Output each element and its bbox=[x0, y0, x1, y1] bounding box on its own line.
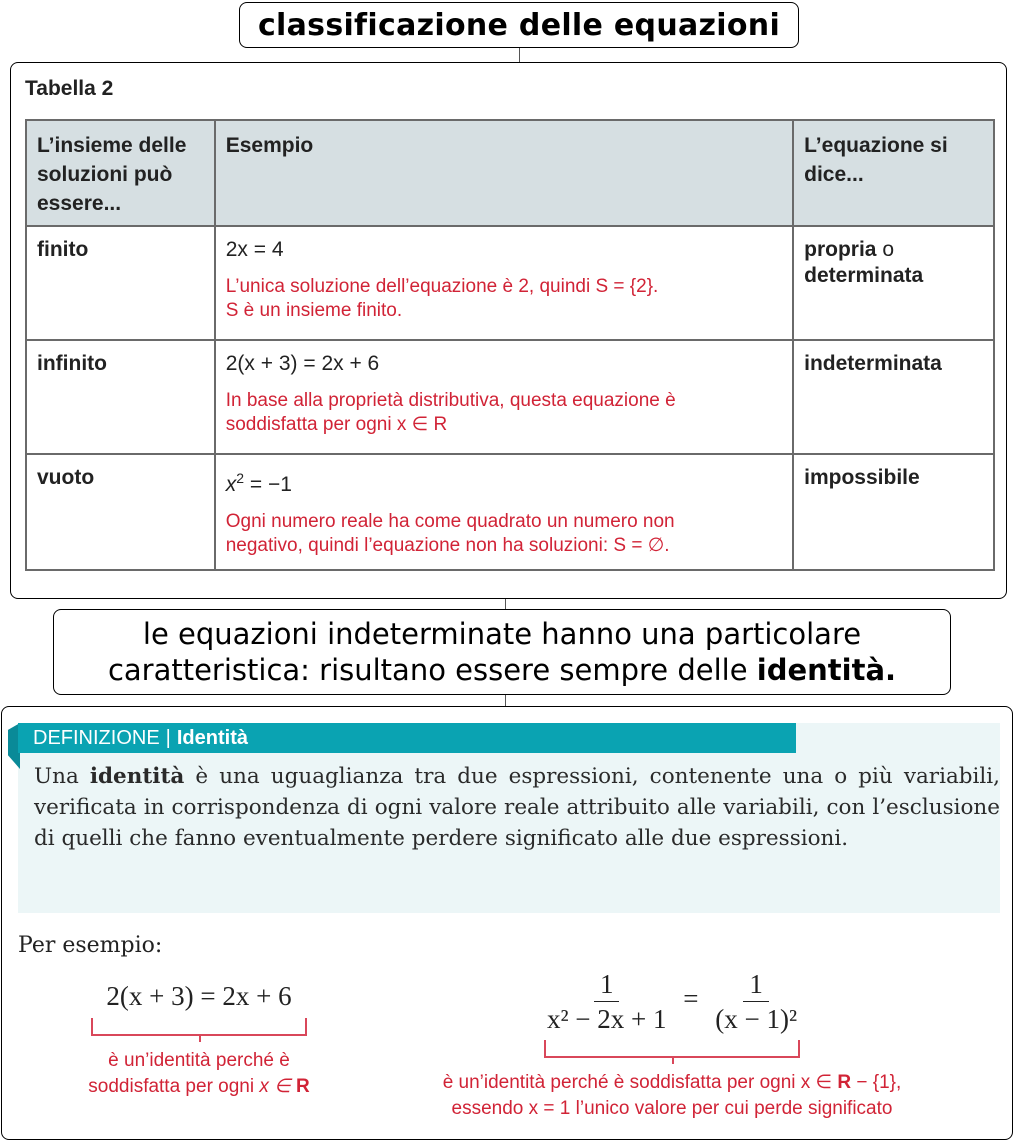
connector-table-middle bbox=[505, 599, 506, 609]
table-row bbox=[26, 226, 994, 340]
table-caption: Tabella 2 bbox=[25, 77, 114, 100]
fraction-denominator: (x − 1)² bbox=[715, 1004, 798, 1034]
name-secondary: determinata bbox=[804, 264, 924, 287]
row-example bbox=[215, 454, 793, 570]
example-equation: 2x = 4 bbox=[225, 238, 284, 261]
eq-exponent: 2 bbox=[236, 470, 245, 486]
connector-middle-definition bbox=[505, 695, 506, 706]
example-equation bbox=[226, 465, 782, 498]
note-text: − {1}, bbox=[851, 1072, 902, 1093]
eq-base: x bbox=[225, 473, 237, 496]
note-line bbox=[54, 1074, 344, 1100]
fraction-denominator: x² − 2x + 1 bbox=[546, 1004, 667, 1034]
example-left bbox=[54, 981, 344, 1100]
note-line-2 bbox=[108, 652, 896, 688]
table-card bbox=[10, 62, 1007, 599]
indeterminate-note-node bbox=[53, 609, 951, 695]
example-note-line: In base alla proprietà distributiva, questa equazione è bbox=[225, 390, 676, 411]
row-equation-name: impossibile bbox=[793, 454, 994, 570]
note-line: è un’identità perché è bbox=[108, 1050, 290, 1071]
header-solution-set: L’insieme delle soluzioni può essere... bbox=[26, 120, 215, 226]
definition-text bbox=[34, 761, 1000, 854]
row-category: vuoto bbox=[26, 454, 215, 570]
eq-rest: = −1 bbox=[244, 473, 292, 496]
table-row bbox=[26, 340, 994, 454]
row-equation-name bbox=[793, 226, 994, 340]
row-equation-name: indeterminata bbox=[793, 340, 994, 454]
table-header-row bbox=[26, 120, 994, 226]
equals-sign: = bbox=[683, 983, 699, 1014]
example-note-line: S è un insieme finito. bbox=[225, 300, 403, 321]
connector-title-table bbox=[519, 48, 520, 62]
example-note bbox=[226, 510, 782, 558]
def-text-prefix: Una bbox=[34, 764, 90, 789]
header-example: Esempio bbox=[215, 120, 793, 226]
banner-separator: | bbox=[165, 726, 171, 749]
example-right-equation bbox=[372, 969, 972, 1034]
definition-banner bbox=[18, 723, 796, 753]
underbrace bbox=[544, 1040, 800, 1058]
header-equation-name: L’equazione si dice... bbox=[793, 120, 994, 226]
fraction-numerator: 1 bbox=[594, 969, 620, 1002]
note-var: x ∈ bbox=[259, 1076, 296, 1097]
example-equation: 2(x + 3) = 2x + 6 bbox=[225, 352, 380, 375]
row-example bbox=[215, 340, 793, 454]
title-node bbox=[239, 2, 799, 48]
note-text: soddisfatta per ogni bbox=[88, 1076, 260, 1097]
fraction-rhs bbox=[709, 969, 803, 1034]
note-line bbox=[372, 1070, 972, 1096]
example-note bbox=[226, 389, 782, 437]
underbrace bbox=[91, 1018, 307, 1036]
note-set: R bbox=[296, 1076, 310, 1097]
example-note bbox=[226, 275, 782, 323]
definition-box bbox=[18, 723, 1000, 913]
def-term: identità bbox=[89, 764, 185, 789]
examples-intro: Per esempio: bbox=[18, 933, 163, 958]
row-category: finito bbox=[26, 226, 215, 340]
example-left-note bbox=[54, 1048, 344, 1100]
classification-table bbox=[25, 119, 995, 571]
example-note-line: Ogni numero reale ha come quadrato un numero non bbox=[225, 511, 675, 532]
example-note-line: negativo, quindi l’equazione non ha soluzioni: S = ∅. bbox=[225, 535, 670, 556]
note-line-1: le equazioni indeterminate hanno una particolare bbox=[142, 617, 862, 651]
table-row bbox=[26, 454, 994, 570]
example-left-equation: 2(x + 3) = 2x + 6 bbox=[106, 981, 292, 1011]
page-title: classificazione delle equazioni bbox=[257, 7, 781, 43]
example-right-note bbox=[372, 1070, 972, 1122]
banner-label: DEFINIZIONE bbox=[33, 726, 160, 749]
definition-card bbox=[1, 706, 1013, 1140]
note-line: essendo x = 1 l’unico valore per cui perde significato bbox=[451, 1098, 893, 1119]
fraction-lhs bbox=[541, 969, 673, 1034]
example-right bbox=[372, 969, 972, 1122]
note-text: è un’identità perché è soddisfatta per ogni x ∈ bbox=[442, 1072, 838, 1093]
note-set: R bbox=[837, 1072, 852, 1093]
example-note-line: soddisfatta per ogni x ∈ R bbox=[225, 414, 448, 435]
row-example bbox=[215, 226, 793, 340]
note-keyword: identità. bbox=[756, 653, 897, 687]
def-text-body: è una uguaglianza tra due espressioni, contenente una o più variabili, verificata in corrispondenza di ogni valore reale attribuito alle variabili, con l’esclusione di quelli che fanno eventualmente perdere significato alle due espressioni. bbox=[34, 764, 1000, 851]
fraction-numerator: 1 bbox=[743, 969, 769, 1002]
name-conjunction: o bbox=[882, 238, 895, 261]
row-category: infinito bbox=[26, 340, 215, 454]
name-primary: propria bbox=[804, 238, 877, 261]
example-note-line: L’unica soluzione dell’equazione è 2, quindi S = {2}. bbox=[225, 276, 659, 297]
note-line-2-text: caratteristica: risultano essere sempre delle bbox=[107, 653, 757, 687]
banner-title: Identità bbox=[176, 726, 248, 749]
